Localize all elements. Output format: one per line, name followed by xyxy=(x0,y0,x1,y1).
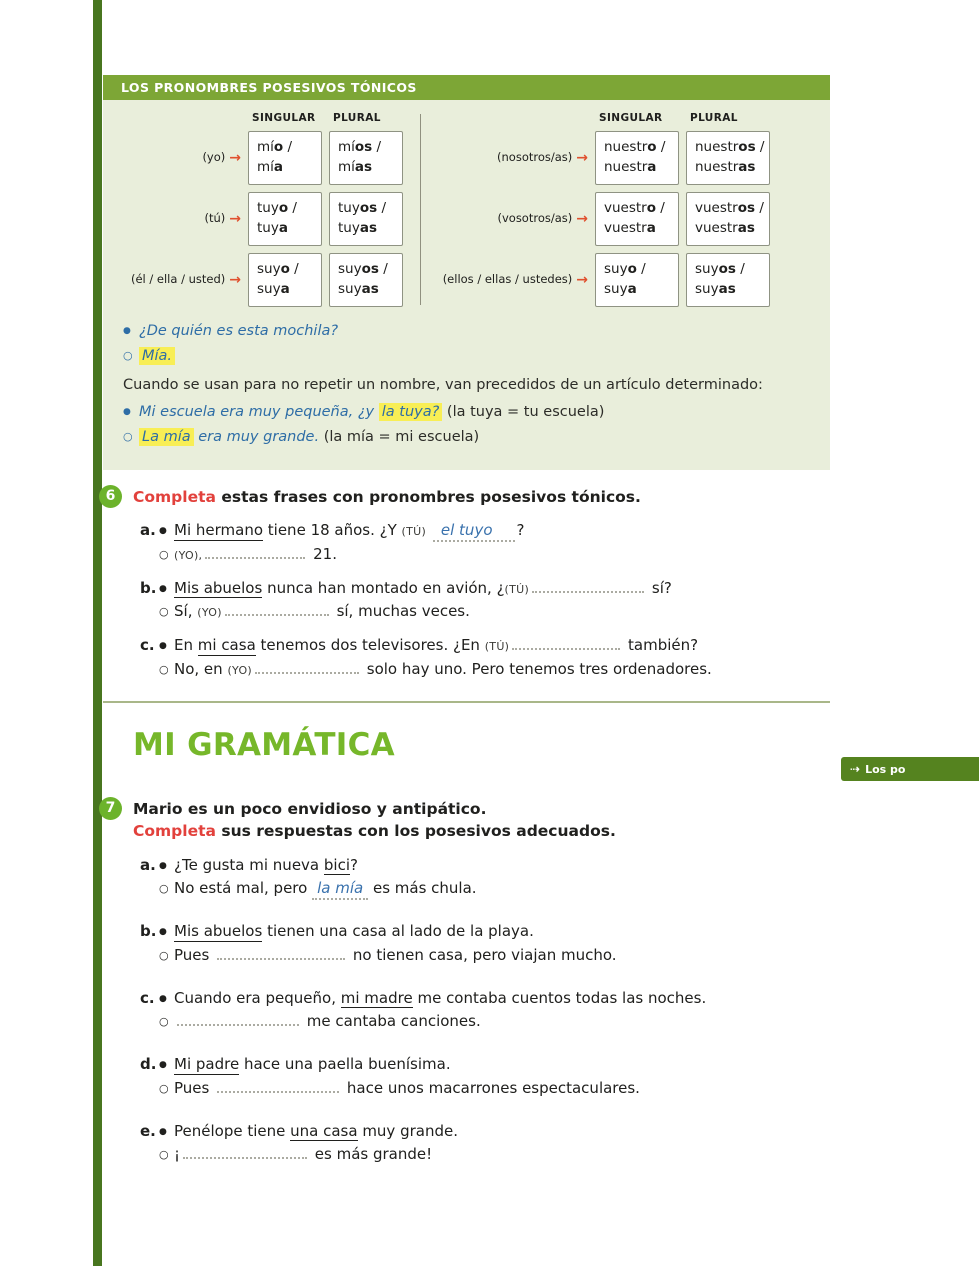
text-segment: Cuando era pequeño, xyxy=(174,988,341,1007)
page-content xyxy=(103,75,830,1186)
question-text xyxy=(174,1120,830,1143)
item-letter: a. xyxy=(140,521,156,540)
spacer xyxy=(436,112,588,124)
question-line xyxy=(140,987,830,1010)
item-letter: b. xyxy=(140,578,157,597)
section-title: MI GRAMÁTICA xyxy=(133,726,395,763)
item-a xyxy=(140,519,830,566)
possessives-table xyxy=(123,112,814,307)
underlined-word: Mis abuelos xyxy=(174,578,263,597)
open-bullet-icon: ○ xyxy=(159,662,169,676)
underlined-word: Mi hermano xyxy=(174,521,264,540)
response-text xyxy=(174,600,830,623)
example-gloss: (la mía = mi escuela) xyxy=(319,429,480,445)
filled-bullet-icon: ● xyxy=(159,927,167,938)
question-line xyxy=(140,519,830,542)
form-cell: nuestro / nuestra xyxy=(595,131,679,185)
item-letter: c. xyxy=(140,988,155,1007)
form-cell: suyos / suyas xyxy=(686,253,770,307)
pronoun-label-text: (yo) xyxy=(202,150,226,165)
text-segment: sí, muchas veces. xyxy=(331,602,470,621)
reference-tab-label: Los po xyxy=(865,762,906,776)
text-segment: hace unos macarrones espectaculares. xyxy=(342,1078,640,1097)
open-bullet-icon: ○ xyxy=(159,1081,169,1095)
arrow-icon: → xyxy=(229,211,241,227)
item-letter: a. xyxy=(140,855,156,874)
response-text xyxy=(174,944,830,967)
question-line xyxy=(140,634,830,657)
text-segment: tienen una casa al lado de la playa. xyxy=(262,922,534,941)
highlighted-answer: Mía. xyxy=(139,347,175,365)
underlined-word: mi casa xyxy=(197,636,256,655)
table-divider xyxy=(420,114,421,305)
question-line xyxy=(140,1053,830,1076)
form-cell: vuestro / vuestra xyxy=(595,192,679,246)
pronoun-label-nosotros xyxy=(436,131,588,185)
text-segment: me contaba cuentos todas las noches. xyxy=(412,988,707,1007)
grammar-box-title: LOS PRONOMBRES POSESIVOS TÓNICOS xyxy=(103,75,830,100)
filled-bullet-icon: ● xyxy=(159,860,167,871)
possessives-table-left xyxy=(123,112,403,307)
open-bullet-icon: ○ xyxy=(123,349,133,362)
grammar-box xyxy=(103,100,830,470)
question-line xyxy=(140,1120,830,1143)
item-c xyxy=(140,634,830,681)
item-letter: e. xyxy=(140,1121,156,1140)
question-line xyxy=(140,920,830,943)
response-line xyxy=(140,944,830,967)
text-segment: ? xyxy=(516,521,525,540)
pronoun-label-tu xyxy=(123,192,241,246)
answer-blank xyxy=(255,659,359,673)
title-rest: sus respuestas con los posesivos adecuados. xyxy=(215,822,616,841)
filled-bullet-icon: ● xyxy=(123,326,131,336)
title-line-1: Mario es un poco envidioso y antipático. xyxy=(133,799,487,818)
possessives-table-right xyxy=(436,112,770,307)
arrow-icon: → xyxy=(229,272,241,288)
handwritten-answer: la mía xyxy=(312,879,368,900)
dashed-arrow-icon: ⇢ xyxy=(850,762,861,776)
filled-bullet-icon: ● xyxy=(159,1060,167,1071)
filled-bullet-icon: ● xyxy=(159,641,167,652)
text-segment: No está mal, pero xyxy=(174,879,313,898)
form-cell: suyo / suya xyxy=(595,253,679,307)
example-text: Mi escuela era muy pequeña, ¿y xyxy=(139,404,379,420)
pronoun-label-ellos xyxy=(436,253,588,307)
question-text xyxy=(174,987,830,1010)
column-header-plural: PLURAL xyxy=(333,112,381,124)
grammar-note: Cuando se usan para no repetir un nombre, van precedidos de un artículo determinado: xyxy=(123,377,763,393)
question-text xyxy=(174,854,830,877)
answer-blank xyxy=(512,636,620,650)
text-segment: es más chula. xyxy=(368,879,477,898)
underlined-word: bici xyxy=(323,855,350,874)
item-e xyxy=(140,1120,830,1167)
section-divider xyxy=(103,701,830,703)
answer-blank xyxy=(532,579,644,593)
response-text xyxy=(174,877,830,900)
text-segment: es más grande! xyxy=(310,1145,433,1164)
usage-example-1 xyxy=(123,404,814,420)
filled-bullet-icon: ● xyxy=(159,1126,167,1137)
exercise-title xyxy=(133,797,616,843)
answer-blank xyxy=(205,544,305,558)
pronoun-hint: (YO) xyxy=(227,663,252,677)
text-segment: tenemos dos televisores. ¿En xyxy=(255,636,485,655)
form-cell: tuyo / tuya xyxy=(248,192,322,246)
text-segment: Pues xyxy=(174,945,215,964)
text-segment: En xyxy=(174,636,198,655)
text-segment: Penélope tiene xyxy=(174,1121,291,1140)
form-cell: suyos / suyas xyxy=(329,253,403,307)
column-header-singular: SINGULAR xyxy=(252,112,316,124)
text-segment: sí? xyxy=(647,578,672,597)
text-segment: ¡ xyxy=(174,1145,181,1164)
text-segment: 21. xyxy=(308,544,337,563)
open-bullet-icon: ○ xyxy=(159,1148,169,1162)
pronoun-hint: (TÚ) xyxy=(504,582,530,596)
response-text xyxy=(174,1010,830,1033)
exercise-6 xyxy=(103,485,830,681)
underlined-word: Mis abuelos xyxy=(174,922,263,941)
pronoun-label-el-ella-usted xyxy=(123,253,241,307)
pronoun-label-yo xyxy=(123,131,241,185)
arrow-icon: → xyxy=(576,272,588,288)
item-a xyxy=(140,854,830,901)
answer-line xyxy=(433,521,515,542)
question-text xyxy=(174,920,830,943)
item-c xyxy=(140,987,830,1034)
open-bullet-icon: ○ xyxy=(159,1015,169,1029)
open-bullet-icon: ○ xyxy=(159,547,169,561)
text-segment: Pues xyxy=(174,1078,215,1097)
filled-bullet-icon: ● xyxy=(159,993,167,1004)
spacer xyxy=(123,112,241,124)
question-text xyxy=(174,519,830,542)
question-line xyxy=(140,577,830,600)
example-text: era muy grande. xyxy=(193,429,320,445)
text-segment: ? xyxy=(350,855,358,874)
item-d xyxy=(140,1053,830,1100)
text-segment: también? xyxy=(623,636,699,655)
item-letter: b. xyxy=(140,922,157,941)
open-bullet-icon: ○ xyxy=(159,605,169,619)
example-dialogue-answer xyxy=(123,348,814,364)
pronoun-hint: (TÚ) xyxy=(401,525,427,539)
answer-blank xyxy=(177,1012,299,1026)
exercise-7-header xyxy=(99,797,830,843)
form-cell: mío / mía xyxy=(248,131,322,185)
filled-bullet-icon: ● xyxy=(159,583,167,594)
question-line xyxy=(140,854,830,877)
response-text xyxy=(174,1077,830,1100)
response-text xyxy=(174,1143,830,1166)
exercise-number-badge: 6 xyxy=(99,485,122,508)
highlighted-phrase: la tuya? xyxy=(379,403,443,421)
response-text xyxy=(174,543,830,566)
answer-blank xyxy=(225,602,329,616)
underlined-word: una casa xyxy=(290,1121,358,1140)
dialogue-text: ¿De quién es esta mochila? xyxy=(139,323,339,339)
title-keyword: Completa xyxy=(133,822,216,841)
response-line xyxy=(140,877,830,900)
answer-blank xyxy=(217,1078,339,1092)
pronoun-label-text: (nosotros/as) xyxy=(497,150,573,165)
example-gloss: (la tuya = tu escuela) xyxy=(442,404,605,420)
item-letter: c. xyxy=(140,636,155,655)
exercise-6-header xyxy=(99,485,830,508)
underlined-word: Mi padre xyxy=(174,1055,240,1074)
column-header-plural: PLURAL xyxy=(690,112,738,124)
question-text xyxy=(174,1053,830,1076)
pronoun-hint: (YO), xyxy=(174,548,203,562)
text-segment: muy grande. xyxy=(357,1121,458,1140)
column-header-singular: SINGULAR xyxy=(599,112,663,124)
item-b xyxy=(140,577,830,624)
response-line xyxy=(140,1010,830,1033)
exercise-7-items xyxy=(140,854,830,1167)
question-text xyxy=(174,577,830,600)
pronoun-label-text: (tú) xyxy=(204,211,226,226)
response-line xyxy=(140,543,830,566)
exercise-6-items xyxy=(140,519,830,681)
pronoun-hint: (YO) xyxy=(197,606,222,620)
pronoun-label-vosotros xyxy=(436,192,588,246)
title-rest: estas frases con pronombres posesivos tónicos. xyxy=(215,488,641,506)
response-text xyxy=(174,658,830,681)
pronoun-label-text: (él / ella / usted) xyxy=(130,272,226,287)
pronoun-label-text: (vosotros/as) xyxy=(497,211,573,226)
form-cell: tuyos / tuyas xyxy=(329,192,403,246)
item-b xyxy=(140,920,830,967)
highlighted-phrase: La mía xyxy=(139,428,194,446)
form-cell: vuestros / vuestras xyxy=(686,192,770,246)
text-segment: solo hay uno. Pero tenemos tres ordenadores. xyxy=(362,659,712,678)
filled-bullet-icon: ● xyxy=(159,526,167,537)
response-line xyxy=(140,1077,830,1100)
response-line xyxy=(140,600,830,623)
example-dialogue-question xyxy=(123,323,814,339)
text-segment: tiene 18 años. ¿Y xyxy=(263,521,402,540)
text-segment: ¿Te gusta mi nueva xyxy=(174,855,324,874)
grammar-examples xyxy=(123,323,814,445)
text-segment: Sí, xyxy=(174,602,198,621)
open-bullet-icon: ○ xyxy=(123,430,133,443)
response-line xyxy=(140,658,830,681)
text-segment: No, en xyxy=(174,659,228,678)
response-line xyxy=(140,1143,830,1166)
open-bullet-icon: ○ xyxy=(159,882,169,896)
title-keyword: Completa xyxy=(133,488,216,506)
underlined-word: mi madre xyxy=(340,988,413,1007)
text-segment: hace una paella buenísima. xyxy=(239,1055,451,1074)
page-edge-bar xyxy=(93,0,102,1266)
form-cell: míos / mías xyxy=(329,131,403,185)
exercise-title xyxy=(133,485,641,508)
arrow-icon: → xyxy=(576,211,588,227)
pronoun-hint: (TÚ) xyxy=(484,640,510,654)
handwritten-answer: el tuyo xyxy=(440,521,493,540)
question-text xyxy=(174,634,830,657)
item-letter: d. xyxy=(140,1055,157,1074)
arrow-icon: → xyxy=(576,150,588,166)
text-segment: me cantaba canciones. xyxy=(302,1012,481,1031)
form-cell: suyo / suya xyxy=(248,253,322,307)
usage-example-2 xyxy=(123,429,814,445)
arrow-icon: → xyxy=(229,150,241,166)
form-cell: nuestros / nuestras xyxy=(686,131,770,185)
exercise-number-badge: 7 xyxy=(99,797,122,820)
text-segment: nunca han montado en avión, ¿ xyxy=(262,578,505,597)
answer-blank xyxy=(217,945,345,959)
pronoun-label-text: (ellos / ellas / ustedes) xyxy=(442,272,573,287)
exercise-7 xyxy=(103,797,830,1166)
open-bullet-icon: ○ xyxy=(159,948,169,962)
text-segment: no tienen casa, pero viajan mucho. xyxy=(348,945,617,964)
reference-tab xyxy=(841,757,979,781)
answer-blank xyxy=(183,1145,307,1159)
filled-bullet-icon: ● xyxy=(123,407,131,417)
